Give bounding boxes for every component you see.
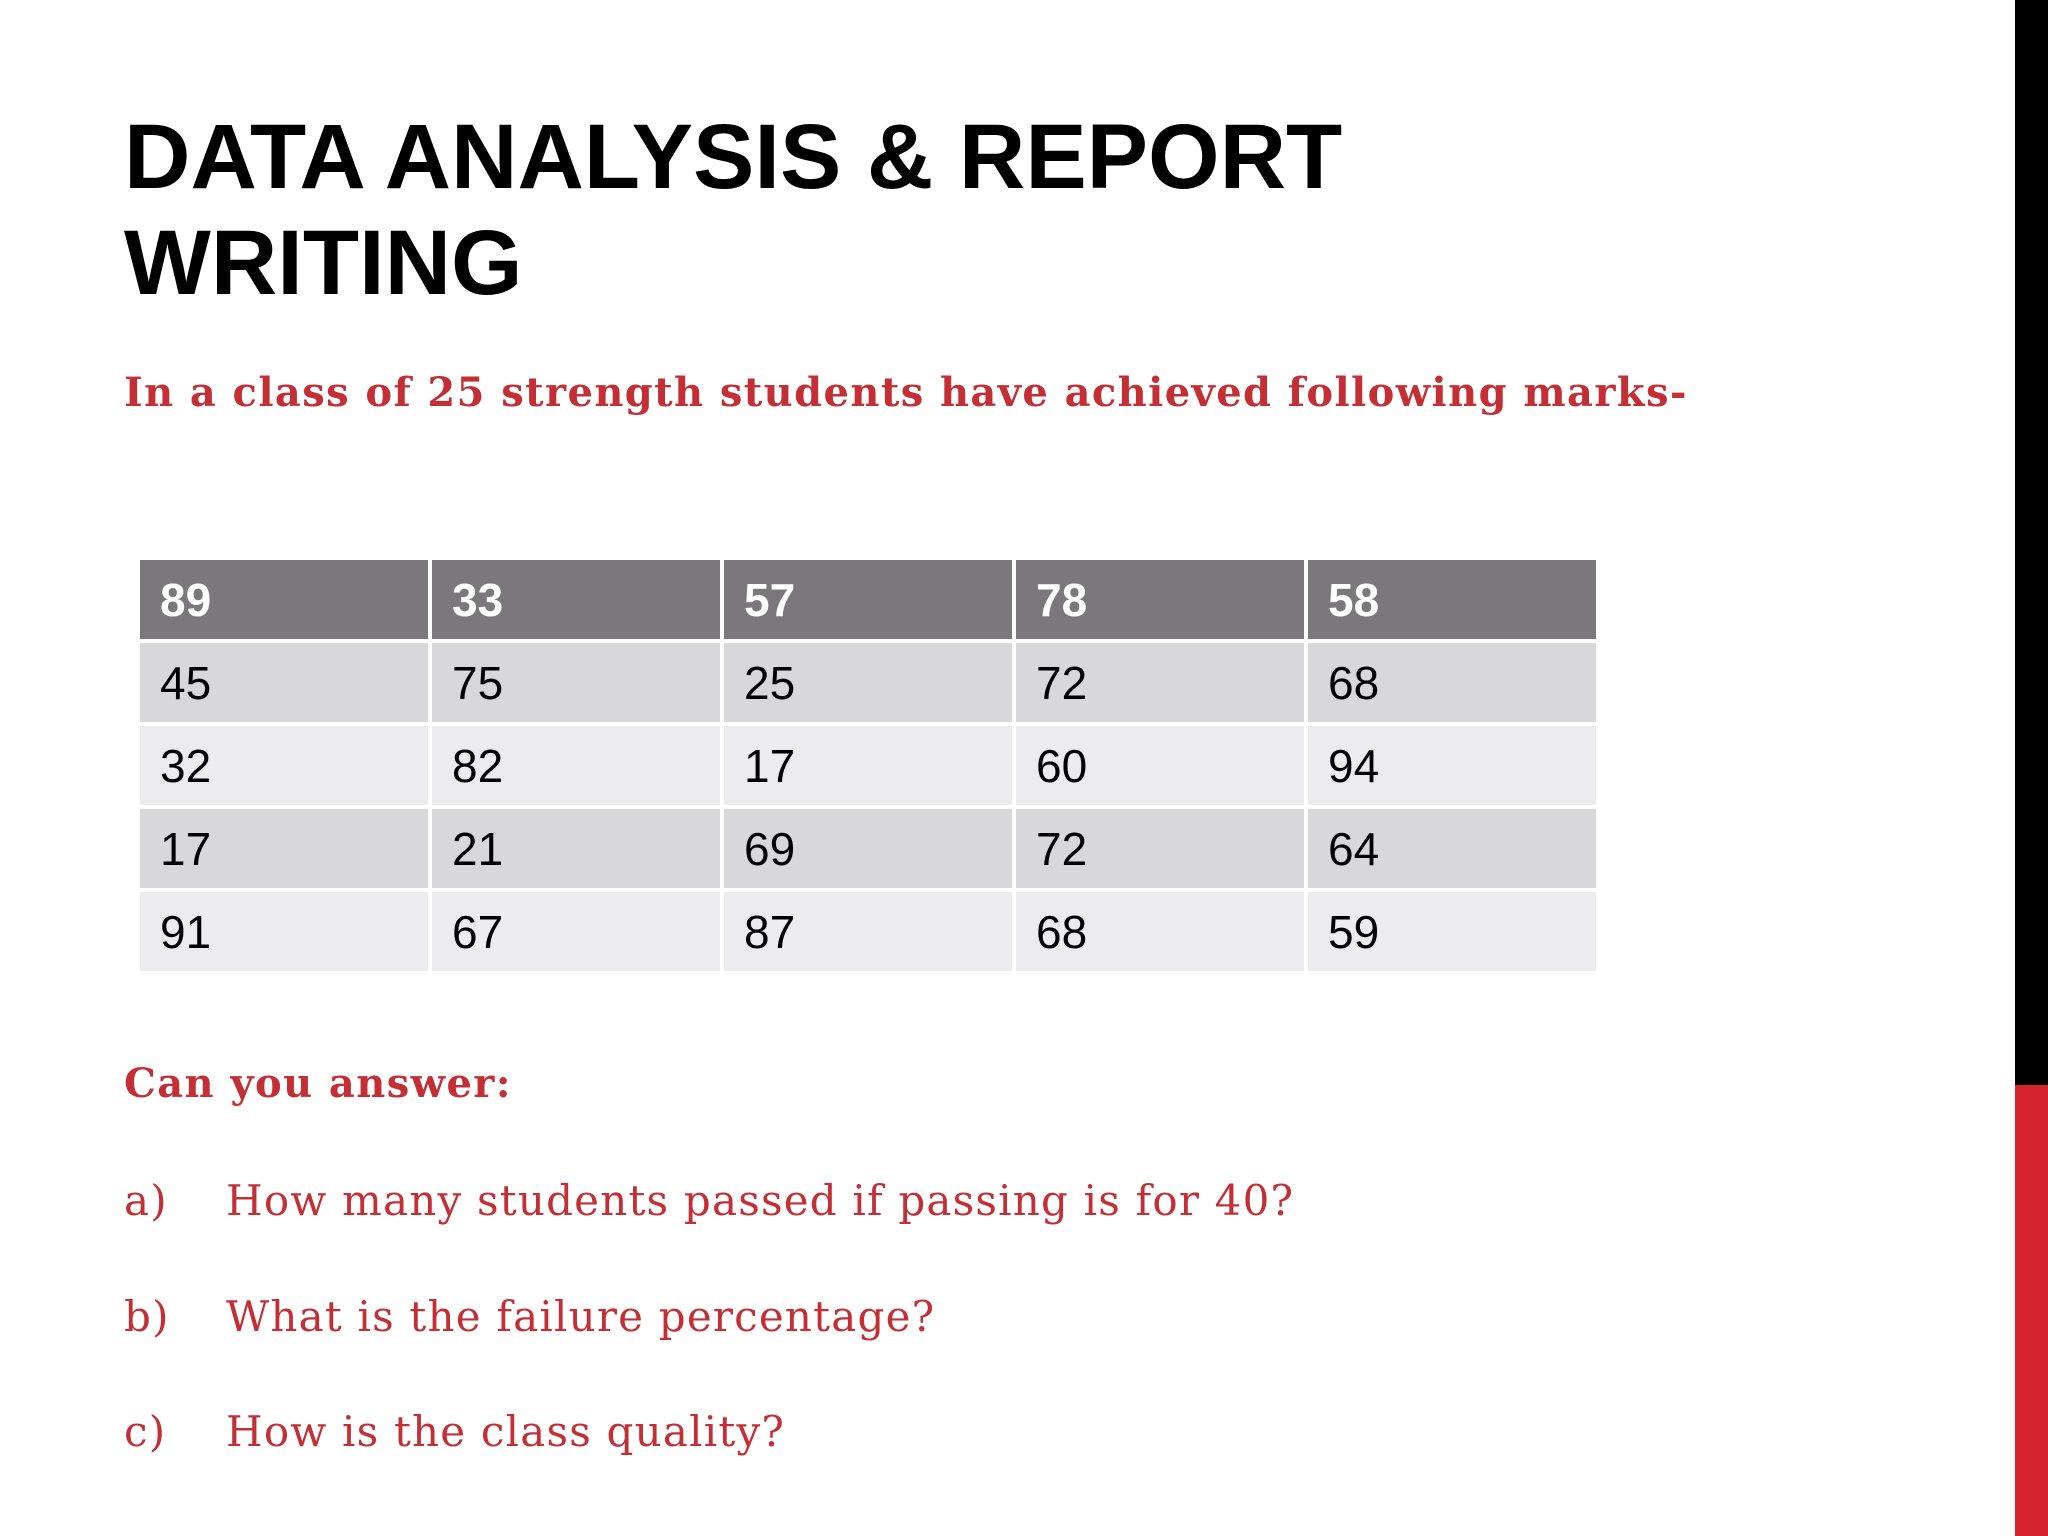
- table-cell: 60: [1016, 726, 1304, 805]
- table-cell: 33: [432, 560, 720, 639]
- question-prompt: Can you answer:: [124, 1060, 512, 1107]
- table-row: [140, 892, 1596, 971]
- table-cell: 32: [140, 726, 428, 805]
- table-cell: 68: [1308, 643, 1596, 722]
- table-cell: 75: [432, 643, 720, 722]
- slide-title-line-2: WRITING: [124, 212, 523, 314]
- table-cell: 17: [724, 726, 1012, 805]
- table-cell: 78: [1016, 560, 1304, 639]
- table-cell: 58: [1308, 560, 1596, 639]
- table-header-row: [140, 560, 1596, 639]
- table-cell: 64: [1308, 809, 1596, 888]
- table-cell: 21: [432, 809, 720, 888]
- side-accent-bar-red: [2015, 1085, 2048, 1536]
- table-row: [140, 643, 1596, 722]
- table-cell: 91: [140, 892, 428, 971]
- table-cell: 57: [724, 560, 1012, 639]
- table-cell: 89: [140, 560, 428, 639]
- table-row: [140, 809, 1596, 888]
- question-item-b: [124, 1288, 1824, 1346]
- table-cell: 69: [724, 809, 1012, 888]
- question-item-c: [124, 1403, 1824, 1461]
- table-cell: 59: [1308, 892, 1596, 971]
- question-item-a: [124, 1172, 1824, 1230]
- question-text: How many students passed if passing is for 40?: [226, 1176, 1295, 1225]
- table-cell: 72: [1016, 643, 1304, 722]
- side-accent-bar-black: [2015, 0, 2048, 1085]
- table-cell: 82: [432, 726, 720, 805]
- slide-title: [124, 104, 1624, 316]
- question-marker: a): [124, 1176, 168, 1225]
- intro-text: In a class of 25 strength students have achieved following marks-: [124, 369, 1688, 416]
- slide-title-line-1: DATA ANALYSIS & REPORT: [124, 106, 1343, 208]
- table-cell: 72: [1016, 809, 1304, 888]
- table-cell: 68: [1016, 892, 1304, 971]
- question-text: What is the failure percentage?: [226, 1292, 936, 1341]
- marks-table: [136, 556, 1600, 975]
- table-cell: 25: [724, 643, 1012, 722]
- table-cell: 67: [432, 892, 720, 971]
- table-row: [140, 726, 1596, 805]
- table-cell: 17: [140, 809, 428, 888]
- question-marker: c): [124, 1407, 167, 1456]
- table-cell: 94: [1308, 726, 1596, 805]
- question-text: How is the class quality?: [226, 1407, 786, 1456]
- question-marker: b): [124, 1292, 170, 1341]
- table-cell: 87: [724, 892, 1012, 971]
- table-cell: 45: [140, 643, 428, 722]
